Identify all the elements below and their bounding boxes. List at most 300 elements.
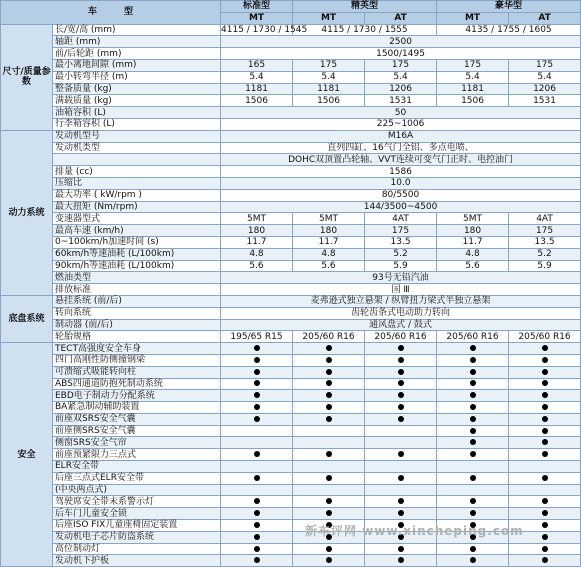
spec-value: 5MT	[221, 213, 293, 225]
feature-cell	[365, 543, 437, 555]
row-label: 发动机电子芯片防盗系统	[53, 531, 221, 543]
row-label: 前/后轮距 (mm)	[53, 48, 221, 60]
spec-value: 4.8	[437, 248, 509, 260]
row-label: 油箱容积 (L)	[53, 107, 221, 119]
row-label: 行李箱容积 (L)	[53, 118, 221, 130]
spec-value: 2500	[221, 36, 581, 48]
feature-cell	[509, 449, 581, 461]
spec-value: 1181	[293, 83, 365, 95]
feature-cell	[221, 531, 293, 543]
feature-cell	[365, 508, 437, 520]
feature-cell	[221, 378, 293, 390]
feature-cell	[509, 472, 581, 484]
row-label: BA紧急制动辅助装置	[53, 402, 221, 414]
feature-cell	[221, 343, 293, 355]
spec-value: 180	[221, 225, 293, 237]
row-label: 后座三点式ELR安全带	[53, 472, 221, 484]
row-label: 90km/h等速油耗 (L/100km)	[53, 260, 221, 272]
table-row	[1, 24, 581, 36]
standard-dot-icon	[398, 546, 404, 552]
standard-dot-icon	[398, 557, 404, 563]
row-label: EBD电子制动力分配系统	[53, 390, 221, 402]
row-label: 燃油类型	[53, 272, 221, 284]
standard-dot-icon	[470, 369, 476, 375]
section-label: 底盘系统	[1, 295, 53, 342]
row-label: 变速器型式	[53, 213, 221, 225]
table-row	[1, 449, 581, 461]
row-label: 转向系统	[53, 307, 221, 319]
standard-dot-icon	[398, 392, 404, 398]
standard-dot-icon	[254, 392, 260, 398]
table-row	[1, 59, 581, 71]
feature-cell	[365, 413, 437, 425]
table-row	[1, 484, 581, 496]
table-row	[1, 284, 581, 296]
spec-value: 1531	[365, 95, 437, 107]
watermark: 新车评网 www.xincheping.com	[305, 524, 524, 538]
feature-cell	[221, 543, 293, 555]
spec-value: 80/5500	[221, 189, 581, 201]
table-row	[1, 201, 581, 213]
feature-cell	[293, 413, 365, 425]
spec-value: 175	[365, 59, 437, 71]
feature-cell	[293, 378, 365, 390]
feature-cell	[221, 496, 293, 508]
trim-header-row	[1, 1, 581, 13]
standard-dot-icon	[254, 404, 260, 410]
feature-cell	[509, 343, 581, 355]
standard-dot-icon	[254, 369, 260, 375]
feature-cell	[509, 437, 581, 449]
table-row	[1, 130, 581, 142]
spec-value: 1506	[293, 95, 365, 107]
feature-cell	[293, 496, 365, 508]
row-label: 悬挂系统 (前/后)	[53, 295, 221, 307]
spec-value: 4115 / 1730 / 1555	[293, 24, 437, 36]
feature-cell	[509, 496, 581, 508]
feature-cell	[293, 425, 365, 437]
standard-dot-icon	[542, 345, 548, 351]
section-label: 安全	[1, 343, 53, 567]
trans-2: MT	[293, 12, 365, 24]
table-row	[1, 213, 581, 225]
standard-dot-icon	[470, 498, 476, 504]
standard-dot-icon	[470, 416, 476, 422]
spec-value: M16A	[221, 130, 581, 142]
spec-value: 4135 / 1755 / 1605	[437, 24, 581, 36]
trans-4: MT	[437, 12, 509, 24]
feature-cell	[365, 402, 437, 414]
spec-value: 1500/1495	[221, 48, 581, 60]
standard-dot-icon	[254, 380, 260, 386]
standard-dot-icon	[542, 416, 548, 422]
spec-value: 175	[509, 59, 581, 71]
spec-value: 4115 / 1730 / 1545	[221, 24, 308, 35]
trans-3: AT	[365, 12, 437, 24]
table-row	[1, 236, 581, 248]
feature-cell	[437, 413, 509, 425]
table-row	[1, 71, 581, 83]
spec-value: 4AT	[509, 213, 581, 225]
standard-dot-icon	[326, 392, 332, 398]
standard-dot-icon	[326, 498, 332, 504]
standard-dot-icon	[254, 546, 260, 552]
standard-dot-icon	[470, 546, 476, 552]
standard-dot-icon	[542, 439, 548, 445]
spec-value: 5.2	[365, 248, 437, 260]
row-label: 最大功率 ( kW/rpm )	[53, 189, 221, 201]
row-label: 高位制动灯	[53, 543, 221, 555]
table-row	[1, 390, 581, 402]
standard-dot-icon	[398, 357, 404, 363]
standard-dot-icon	[254, 510, 260, 516]
spec-value: 205/60 R16	[293, 331, 365, 343]
spec-value: 1206	[365, 83, 437, 95]
spec-value: 齿轮齿条式电动助力转向	[221, 307, 581, 319]
feature-cell	[437, 508, 509, 520]
feature-cell	[365, 472, 437, 484]
row-label: 满载质量 (kg)	[53, 95, 221, 107]
feature-cell	[437, 390, 509, 402]
feature-cell	[365, 555, 437, 567]
table-row	[1, 331, 581, 343]
table-row	[1, 354, 581, 366]
feature-cell	[293, 543, 365, 555]
standard-dot-icon	[254, 498, 260, 504]
standard-dot-icon	[542, 522, 548, 528]
spec-value: 1531	[509, 95, 581, 107]
spec-value: 13.5	[365, 236, 437, 248]
table-row	[1, 413, 581, 425]
standard-dot-icon	[254, 557, 260, 563]
feature-cell	[221, 390, 293, 402]
feature-cell	[365, 343, 437, 355]
feature-cell	[437, 543, 509, 555]
feature-cell	[509, 378, 581, 390]
standard-dot-icon	[254, 534, 260, 540]
table-row	[1, 402, 581, 414]
standard-dot-icon	[254, 475, 260, 481]
row-label	[53, 154, 221, 166]
standard-dot-icon	[542, 428, 548, 434]
table-row	[1, 425, 581, 437]
feature-cell	[437, 461, 509, 473]
row-label: 发动机下护板	[53, 555, 221, 567]
table-row	[1, 177, 581, 189]
feature-cell	[221, 402, 293, 414]
row-label: 发动机类型	[53, 142, 221, 154]
spec-value: 175	[437, 59, 509, 71]
spec-value: 1181	[437, 83, 509, 95]
table-row	[1, 343, 581, 355]
standard-dot-icon	[470, 404, 476, 410]
standard-dot-icon	[542, 475, 548, 481]
feature-cell	[221, 461, 293, 473]
spec-value: 1506	[221, 95, 293, 107]
row-label: 最小离地间隙 (mm)	[53, 59, 221, 71]
standard-dot-icon	[398, 510, 404, 516]
feature-cell	[509, 461, 581, 473]
standard-dot-icon	[398, 369, 404, 375]
standard-dot-icon	[398, 498, 404, 504]
standard-dot-icon	[254, 451, 260, 457]
spec-value: 5.2	[509, 248, 581, 260]
feature-cell	[365, 378, 437, 390]
spec-value: 5.4	[509, 71, 581, 83]
standard-dot-icon	[542, 404, 548, 410]
feature-cell	[437, 354, 509, 366]
spec-value: 93号无铅汽油	[221, 272, 581, 284]
feature-cell	[221, 484, 293, 496]
spec-value: 麦弗逊式独立悬架 / 纵臂扭力梁式半独立悬架	[221, 295, 581, 307]
table-row	[1, 189, 581, 201]
feature-cell	[293, 366, 365, 378]
spec-value: 175	[293, 59, 365, 71]
spec-value: 1506	[437, 95, 509, 107]
feature-cell	[437, 366, 509, 378]
standard-dot-icon	[470, 380, 476, 386]
feature-cell	[221, 425, 293, 437]
standard-dot-icon	[470, 428, 476, 434]
spec-value: 13.5	[509, 236, 581, 248]
spec-value: 5MT	[437, 213, 509, 225]
row-label: 最大扭矩 (Nm/rpm)	[53, 201, 221, 213]
table-row	[1, 472, 581, 484]
table-row	[1, 166, 581, 178]
feature-cell	[365, 449, 437, 461]
standard-dot-icon	[542, 546, 548, 552]
feature-cell	[221, 366, 293, 378]
standard-dot-icon	[326, 380, 332, 386]
standard-dot-icon	[542, 557, 548, 563]
spec-value: 180	[437, 225, 509, 237]
standard-dot-icon	[326, 345, 332, 351]
row-label: 轴距 (mm)	[53, 36, 221, 48]
table-row	[1, 295, 581, 307]
spec-value: 5MT	[293, 213, 365, 225]
standard-dot-icon	[470, 451, 476, 457]
standard-dot-icon	[470, 392, 476, 398]
feature-cell	[293, 472, 365, 484]
spec-value: 4.8	[221, 248, 293, 260]
feature-cell	[437, 378, 509, 390]
table-row	[1, 307, 581, 319]
standard-dot-icon	[542, 369, 548, 375]
standard-dot-icon	[326, 510, 332, 516]
row-label: 后车门儿童安全锁	[53, 508, 221, 520]
standard-dot-icon	[470, 439, 476, 445]
feature-cell	[437, 449, 509, 461]
spec-value: 1181	[221, 83, 293, 95]
spec-value: 180	[293, 225, 365, 237]
section-label: 尺寸/质量参数	[1, 24, 53, 130]
spec-value: 5.4	[221, 71, 293, 83]
feature-cell	[509, 508, 581, 520]
spec-value: 通风盘式 / 鼓式	[221, 319, 581, 331]
spec-value: 205/60 R16	[509, 331, 581, 343]
standard-dot-icon	[542, 510, 548, 516]
trim-elite: 精英型	[293, 1, 437, 13]
spec-value: 1206	[509, 83, 581, 95]
feature-cell	[365, 366, 437, 378]
feature-cell	[509, 555, 581, 567]
standard-dot-icon	[254, 345, 260, 351]
table-row	[1, 95, 581, 107]
spec-value: 175	[365, 225, 437, 237]
feature-cell	[221, 555, 293, 567]
feature-cell	[221, 437, 293, 449]
feature-cell	[509, 366, 581, 378]
standard-dot-icon	[326, 404, 332, 410]
feature-cell	[293, 508, 365, 520]
spec-value: 4.8	[293, 248, 365, 260]
feature-cell	[221, 472, 293, 484]
standard-dot-icon	[398, 404, 404, 410]
standard-dot-icon	[470, 357, 476, 363]
feature-cell	[293, 484, 365, 496]
spec-value: 225~1006	[221, 118, 581, 130]
standard-dot-icon	[398, 380, 404, 386]
spec-value: 11.7	[437, 236, 509, 248]
spec-value: 4AT	[365, 213, 437, 225]
model-label: 车 型	[1, 1, 221, 25]
spec-value: 5.4	[293, 71, 365, 83]
row-label: 侧窗SRS安全气帘	[53, 437, 221, 449]
table-row	[1, 36, 581, 48]
table-row	[1, 154, 581, 166]
feature-cell	[509, 413, 581, 425]
section-label: 动力系统	[1, 130, 53, 295]
row-label: 长/宽/高 (mm)	[53, 24, 221, 36]
table-row	[1, 248, 581, 260]
spec-value: 直列四缸、16气门全铝、多点电喷、	[221, 142, 581, 154]
row-label: 四门高刚性防侧撞钢梁	[53, 354, 221, 366]
spec-value: 5.6	[293, 260, 365, 272]
standard-dot-icon	[398, 451, 404, 457]
standard-dot-icon	[326, 546, 332, 552]
feature-cell	[509, 484, 581, 496]
spec-value: 5.4	[365, 71, 437, 83]
feature-cell	[293, 437, 365, 449]
standard-dot-icon	[398, 345, 404, 351]
feature-cell	[437, 484, 509, 496]
feature-cell	[365, 354, 437, 366]
spec-value: DOHC双顶置凸轮轴、VVT连续可变气门正时、电控油门	[221, 154, 581, 166]
feature-cell	[509, 543, 581, 555]
row-label: ELR安全带	[53, 461, 221, 473]
feature-cell	[221, 413, 293, 425]
standard-dot-icon	[326, 416, 332, 422]
table-row	[1, 118, 581, 130]
table-row	[1, 378, 581, 390]
spec-value: 205/60 R16	[437, 331, 509, 343]
spec-value: 5.4	[437, 71, 509, 83]
row-label: 前座预紧限力三点式	[53, 449, 221, 461]
row-label: 可溃缩式吸能转向柱	[53, 366, 221, 378]
feature-cell	[437, 402, 509, 414]
table-row	[1, 366, 581, 378]
table-row	[1, 543, 581, 555]
standard-dot-icon	[542, 380, 548, 386]
feature-cell	[293, 354, 365, 366]
row-label: 后座ISO FIX儿童座椅固定装置	[53, 520, 221, 532]
standard-dot-icon	[326, 451, 332, 457]
row-label: TECT高强度安全车身	[53, 343, 221, 355]
standard-dot-icon	[542, 451, 548, 457]
spec-value: 国 Ⅲ	[221, 284, 581, 296]
feature-cell	[365, 437, 437, 449]
row-label: 前座侧SRS安全气囊	[53, 425, 221, 437]
feature-cell	[365, 461, 437, 473]
standard-dot-icon	[398, 475, 404, 481]
row-label: 0~100km/h加速时间 (s)	[53, 236, 221, 248]
table-row	[1, 437, 581, 449]
feature-cell	[293, 390, 365, 402]
feature-cell	[293, 449, 365, 461]
standard-dot-icon	[470, 345, 476, 351]
spec-value: 144/3500~4500	[221, 201, 581, 213]
feature-cell	[437, 437, 509, 449]
feature-cell	[509, 354, 581, 366]
table-row	[1, 225, 581, 237]
standard-dot-icon	[542, 392, 548, 398]
feature-cell	[365, 484, 437, 496]
standard-dot-icon	[326, 475, 332, 481]
table-row	[1, 83, 581, 95]
table-row	[1, 48, 581, 60]
row-label: ABS四通道防抱死制动系统	[53, 378, 221, 390]
feature-cell	[293, 461, 365, 473]
feature-cell	[221, 508, 293, 520]
feature-cell	[221, 449, 293, 461]
feature-cell	[293, 402, 365, 414]
row-label: 制动器 (前/后)	[53, 319, 221, 331]
feature-cell	[437, 343, 509, 355]
standard-dot-icon	[254, 357, 260, 363]
spec-value: 5.9	[365, 260, 437, 272]
feature-cell	[365, 496, 437, 508]
trans-5: AT	[509, 12, 581, 24]
spec-value: 165	[221, 59, 293, 71]
feature-cell	[509, 402, 581, 414]
standard-dot-icon	[326, 357, 332, 363]
standard-dot-icon	[254, 522, 260, 528]
standard-dot-icon	[470, 557, 476, 563]
feature-cell	[437, 555, 509, 567]
table-row	[1, 260, 581, 272]
standard-dot-icon	[542, 357, 548, 363]
table-row	[1, 107, 581, 119]
table-row	[1, 319, 581, 331]
row-label: 排量 (cc)	[53, 166, 221, 178]
standard-dot-icon	[470, 510, 476, 516]
trim-standard: 标准型	[221, 1, 293, 13]
feature-cell	[437, 425, 509, 437]
feature-cell	[221, 354, 293, 366]
feature-cell	[437, 472, 509, 484]
spec-value: 195/65 R15	[221, 331, 293, 343]
spec-value: 11.7	[221, 236, 293, 248]
feature-cell	[365, 390, 437, 402]
standard-dot-icon	[542, 534, 548, 540]
table-row	[1, 272, 581, 284]
row-label: 60km/h等速油耗 (L/100km)	[53, 248, 221, 260]
feature-cell	[365, 425, 437, 437]
feature-cell	[509, 390, 581, 402]
table-row	[1, 508, 581, 520]
standard-dot-icon	[254, 416, 260, 422]
standard-dot-icon	[326, 557, 332, 563]
